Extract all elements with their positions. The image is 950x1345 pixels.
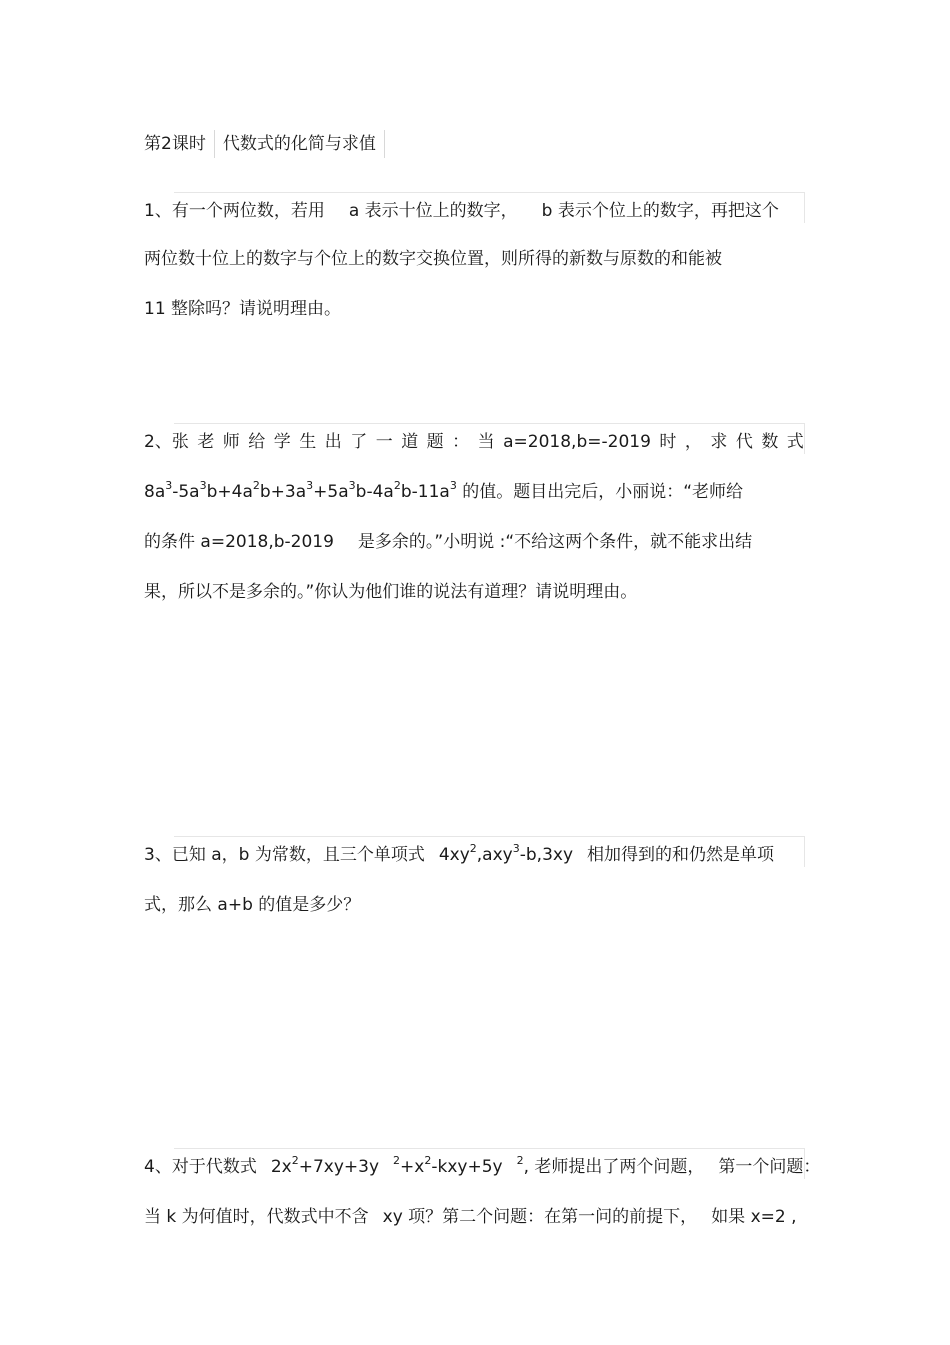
q1-line-1: 1、有一个两位数，若用 a 表示十位上的数字， b 表示个位上的数字，再把这个: [144, 201, 779, 221]
q2-line-1: 2、张 老 师 给 学 生 出 了 一 道 题 ： 当 a=2018,b=-2019 时 ， 求 代 数 式: [144, 432, 804, 452]
title-divider: [214, 130, 215, 158]
q2-line-2: $8a^3-5a^3b+4a^2b+3a^3+5a^3b-4a^2b-11a^3$ 的值。题目出完后，小丽说：“老师给: [144, 479, 744, 502]
q2-line-3: 的条件 a=2018,b-2019 是多余的。”小明说 :“不给这两个条件，就不能求出结: [144, 532, 753, 552]
lesson-label: 第2课时: [144, 134, 206, 154]
q1-line-2: 两位数十位上的数字与个位上的数字交换位置，则所得的新数与原数的和能被: [144, 249, 722, 269]
q3-line-1: 3、已知 a，b 为常数，且三个单项式 $4xy^2,axy^3-b,3xy$ 相加得到的和仍然是单项: [144, 842, 775, 865]
q4-line-1: 4、对于代数式 $2x^2+7xy+3y$ $^2+x^2-kxy+5y$ $^2$, 老师提出了两个问题， 第一个问题：: [144, 1154, 821, 1177]
title-divider-end: [384, 130, 385, 158]
q2-line-4: 果，所以不是多余的。”你认为他们谁的说法有道理？请说明理由。: [144, 582, 638, 602]
page-title: [144, 130, 393, 158]
q3-line-2: 式，那么 a+b 的值是多少？: [144, 895, 361, 915]
q4-line-2: 当 k 为何值时，代数式中不含 xy 项？第二个问题：在第一问的前提下， 如果 x=2 ,: [144, 1207, 797, 1227]
lesson-topic: 代数式的化简与求值: [222, 134, 376, 154]
q1-line-3: 11 整除吗？请说明理由。: [144, 299, 342, 319]
